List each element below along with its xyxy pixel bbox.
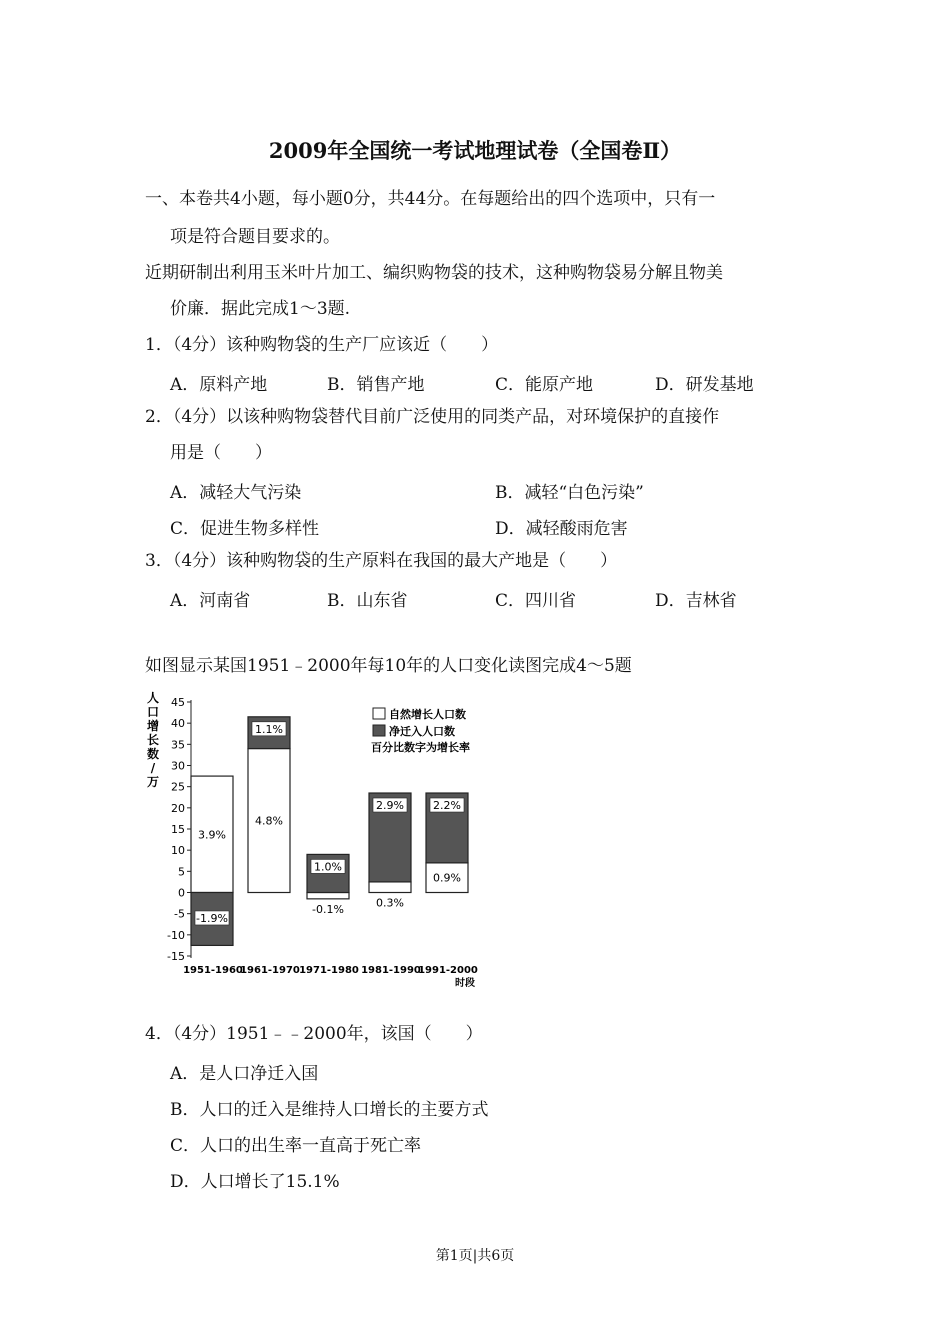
y-tick-label: -15 bbox=[167, 950, 185, 963]
page-title: 2009年全国统一考试地理试卷（全国卷Ⅱ） bbox=[268, 138, 682, 163]
q2-option-d: D．减轻酸雨危害 bbox=[495, 519, 628, 539]
data-label-natural: 0.9% bbox=[433, 871, 461, 885]
y-axis-label-char: 增 bbox=[146, 719, 160, 733]
y-tick-label: 0 bbox=[178, 886, 185, 900]
q4-option-d: D．人口增长了15.1% bbox=[170, 1172, 340, 1192]
question-1-stem: 1．（4分）该种购物袋的生产厂应该近（ ） bbox=[145, 335, 499, 355]
y-axis-label-char: 数 bbox=[146, 747, 160, 761]
data-label-natural: 3.9% bbox=[198, 828, 226, 842]
data-label-migration: -1.9% bbox=[196, 911, 228, 925]
section-instruction: 一、本卷共4小题，每小题0分，共44分。在每题给出的四个选项中，只有一 bbox=[145, 189, 716, 209]
y-tick-label: 45 bbox=[171, 696, 185, 709]
question-2-stem: 2．（4分）以该种购物袋替代目前广泛使用的同类产品，对环境保护的直接作 bbox=[145, 407, 720, 427]
y-axis-label-char: 万 bbox=[146, 775, 160, 789]
q2-option-a: A．减轻大气污染 bbox=[170, 483, 302, 503]
q2-option-b: B．减轻“白色污染” bbox=[495, 483, 644, 503]
data-label-natural: 0.3% bbox=[376, 896, 404, 910]
q4-option-b: B．人口的迁入是维持人口增长的主要方式 bbox=[170, 1100, 489, 1120]
y-axis-label-char: / bbox=[150, 761, 156, 775]
legend-note: 百分比数字为增长率 bbox=[371, 741, 470, 754]
q1-option-c: C．能原产地 bbox=[495, 375, 594, 395]
x-tick-label: 1961-1970 bbox=[240, 965, 300, 976]
y-tick-label: 35 bbox=[171, 738, 185, 752]
bar-natural bbox=[307, 893, 349, 899]
question-2-stem-cont: 用是（ ） bbox=[170, 443, 272, 463]
q4-option-c: C．人口的出生率一直高于死亡率 bbox=[170, 1136, 422, 1156]
legend-migration: 净迁入人口数 bbox=[389, 725, 455, 738]
x-tick-label: 1991-2000 bbox=[418, 965, 478, 976]
y-tick-label: 15 bbox=[171, 823, 185, 836]
data-label-natural: -0.1% bbox=[312, 902, 344, 916]
y-tick-label: -5 bbox=[174, 907, 185, 921]
legend-swatch-natural bbox=[373, 708, 385, 719]
q3-option-c: C．四川省 bbox=[495, 591, 577, 611]
y-tick-label: -10 bbox=[167, 928, 185, 942]
y-tick-label: 10 bbox=[171, 844, 185, 858]
q3-option-d: D．吉林省 bbox=[655, 591, 737, 611]
x-tick-label: 1971-1980 bbox=[299, 965, 359, 976]
data-label-migration: 1.1% bbox=[255, 722, 283, 736]
y-tick-label: 40 bbox=[171, 717, 185, 731]
x-tick-label: 1981-1990 bbox=[361, 965, 421, 976]
q4-option-a: A．是人口净迁入国 bbox=[170, 1064, 319, 1084]
y-axis-label-char: 长 bbox=[146, 733, 160, 747]
section-instruction-cont: 项是符合题目要求的。 bbox=[170, 227, 340, 247]
intro-text: 近期研制出利用玉米叶片加工、编织购物袋的技术，这种购物袋易分解且物美 bbox=[145, 263, 723, 283]
page-footer: 第1页|共6页 bbox=[435, 1248, 515, 1264]
q2-option-c: C．促进生物多样性 bbox=[170, 519, 320, 539]
q3-option-a: A．河南省 bbox=[170, 591, 251, 611]
bar-natural bbox=[369, 882, 411, 893]
y-axis-label-char: 人 bbox=[146, 691, 160, 705]
y-tick-label: 5 bbox=[178, 865, 185, 879]
y-axis-label bbox=[147, 691, 159, 789]
q1-option-a: A．原料产地 bbox=[170, 375, 268, 395]
x-axis-label: 时段 bbox=[455, 978, 475, 989]
q3-option-b: B．山东省 bbox=[327, 591, 408, 611]
y-tick-label: 20 bbox=[171, 801, 185, 815]
q1-option-b: B．销售产地 bbox=[327, 375, 425, 395]
population-chart bbox=[145, 688, 497, 993]
intro-text-cont: 价廉．据此完成1～3题. bbox=[170, 299, 351, 319]
data-label-migration: 2.2% bbox=[433, 799, 461, 813]
question-4-stem: 4．（4分）1951﹣﹣2000年，该国（ ） bbox=[145, 1024, 483, 1044]
data-label-natural: 4.8% bbox=[255, 814, 283, 828]
question-3-stem: 3．（4分）该种购物袋的生产原料在我国的最大产地是（ ） bbox=[145, 551, 618, 571]
x-tick-label: 1951-1960 bbox=[183, 965, 243, 976]
legend-natural: 自然增长人口数 bbox=[389, 708, 466, 721]
legend-swatch-migration bbox=[373, 725, 385, 736]
y-axis-label-char: 口 bbox=[146, 705, 160, 719]
data-label-migration: 1.0% bbox=[314, 860, 342, 874]
y-tick-label: 30 bbox=[171, 759, 185, 773]
q1-option-d: D．研发基地 bbox=[655, 375, 754, 395]
data-label-migration: 2.9% bbox=[376, 799, 404, 813]
y-tick-label: 25 bbox=[171, 780, 185, 794]
chart-intro: 如图显示某国1951﹣2000年每10年的人口变化读图完成4～5题 bbox=[145, 656, 632, 676]
